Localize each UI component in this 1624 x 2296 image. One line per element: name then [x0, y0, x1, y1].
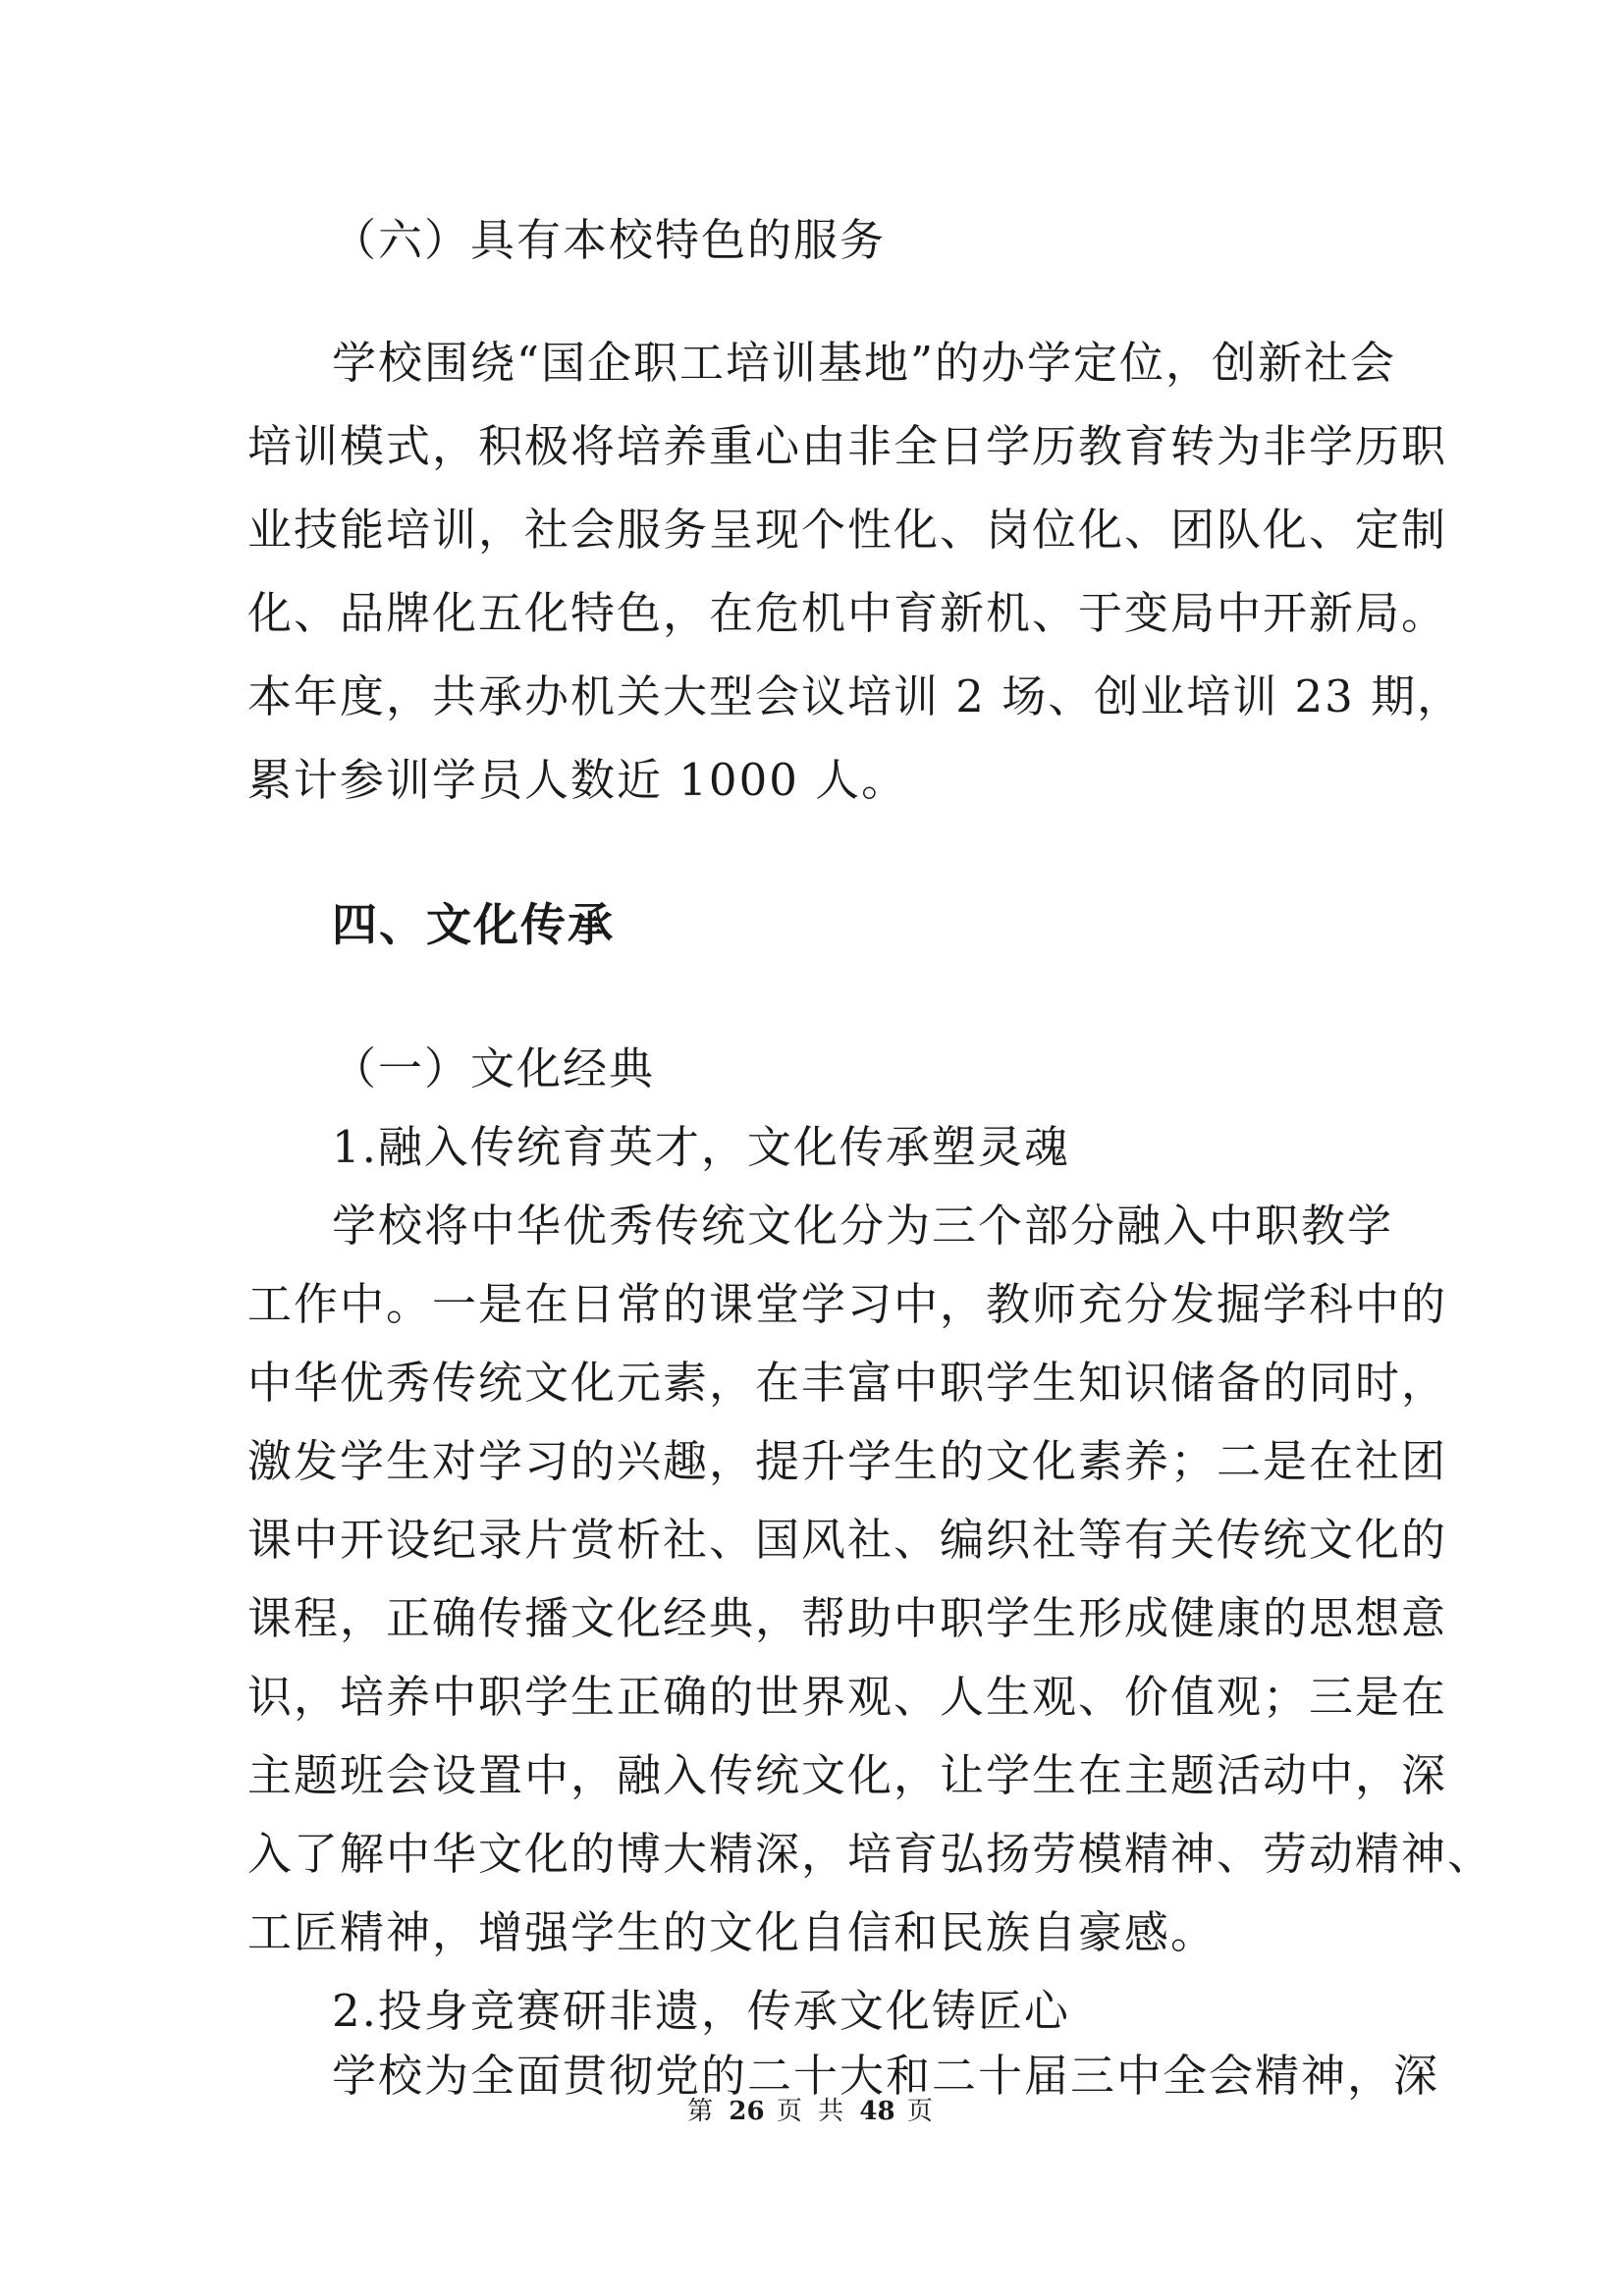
paragraph-line: 工作中。一是在日常的课堂学习中，教师充分发掘学科中的 — [247, 1278, 1448, 1330]
paragraph-line: 本年度，共承办机关大型会议培训 2 场、创业培训 23 期， — [247, 670, 1464, 722]
paragraph-line: 激发学生对学习的兴趣，提升学生的文化素养；二是在社团 — [247, 1435, 1448, 1487]
paragraph-line: 化、品牌化五化特色，在危机中育新机、于变局中开新局。 — [247, 587, 1448, 639]
paragraph-line: 入了解中华文化的博大精深，培育弘扬劳模精神、劳动精神、 — [247, 1828, 1494, 1880]
footer-middle: 页 共 — [776, 2097, 848, 2126]
item-title-2: 2.投身竞赛研非遗，传承文化铸匠心 — [332, 1985, 1070, 2037]
paragraph-line: 学校为全面贯彻党的二十大和二十届三中全会精神，深 — [332, 2050, 1440, 2102]
item-title-1: 1.融入传统育英才，文化传承塑灵魂 — [332, 1121, 1070, 1173]
paragraph-line: 课中开设纪录片赏析社、国风社、编织社等有关传统文化的 — [247, 1514, 1448, 1566]
footer-prefix: 第 — [687, 2097, 718, 2126]
footer-suffix: 页 — [906, 2097, 937, 2126]
subsection-title-classics: （一）文化经典 — [332, 1042, 656, 1095]
paragraph-line: 中华优秀传统文化元素，在丰富中职学生知识储备的同时， — [247, 1357, 1448, 1409]
paragraph-line: 学校将中华优秀传统文化分为三个部分融入中职教学 — [332, 1200, 1394, 1252]
paragraph-line: 累计参训学员人数近 1000 人。 — [247, 754, 908, 806]
paragraph-line: 业技能培训，社会服务呈现个性化、岗位化、团队化、定制 — [247, 504, 1448, 556]
paragraph-line: 培训模式，积极将培养重心由非全日学历教育转为非学历职 — [247, 420, 1448, 472]
subsection-title-services: （六）具有本校特色的服务 — [332, 214, 887, 266]
paragraph-line: 课程，正确传播文化经典，帮助中职学生形成健康的思想意 — [247, 1592, 1448, 1644]
paragraph-line: 工匠精神，增强学生的文化自信和民族自豪感。 — [247, 1906, 1218, 1958]
paragraph-line: 学校围绕“国企职工培训基地”的办学定位，创新社会 — [332, 337, 1397, 389]
current-page-number: 26 — [729, 2097, 765, 2126]
page-footer — [0, 2095, 1624, 2128]
paragraph-line: 识，培养中职学生正确的世界观、人生观、价值观；三是在 — [247, 1671, 1448, 1723]
section-title-culture: 四、文化传承 — [332, 898, 615, 951]
paragraph-line: 主题班会设置中，融入传统文化，让学生在主题活动中，深 — [247, 1749, 1448, 1801]
total-page-number: 48 — [859, 2097, 895, 2126]
